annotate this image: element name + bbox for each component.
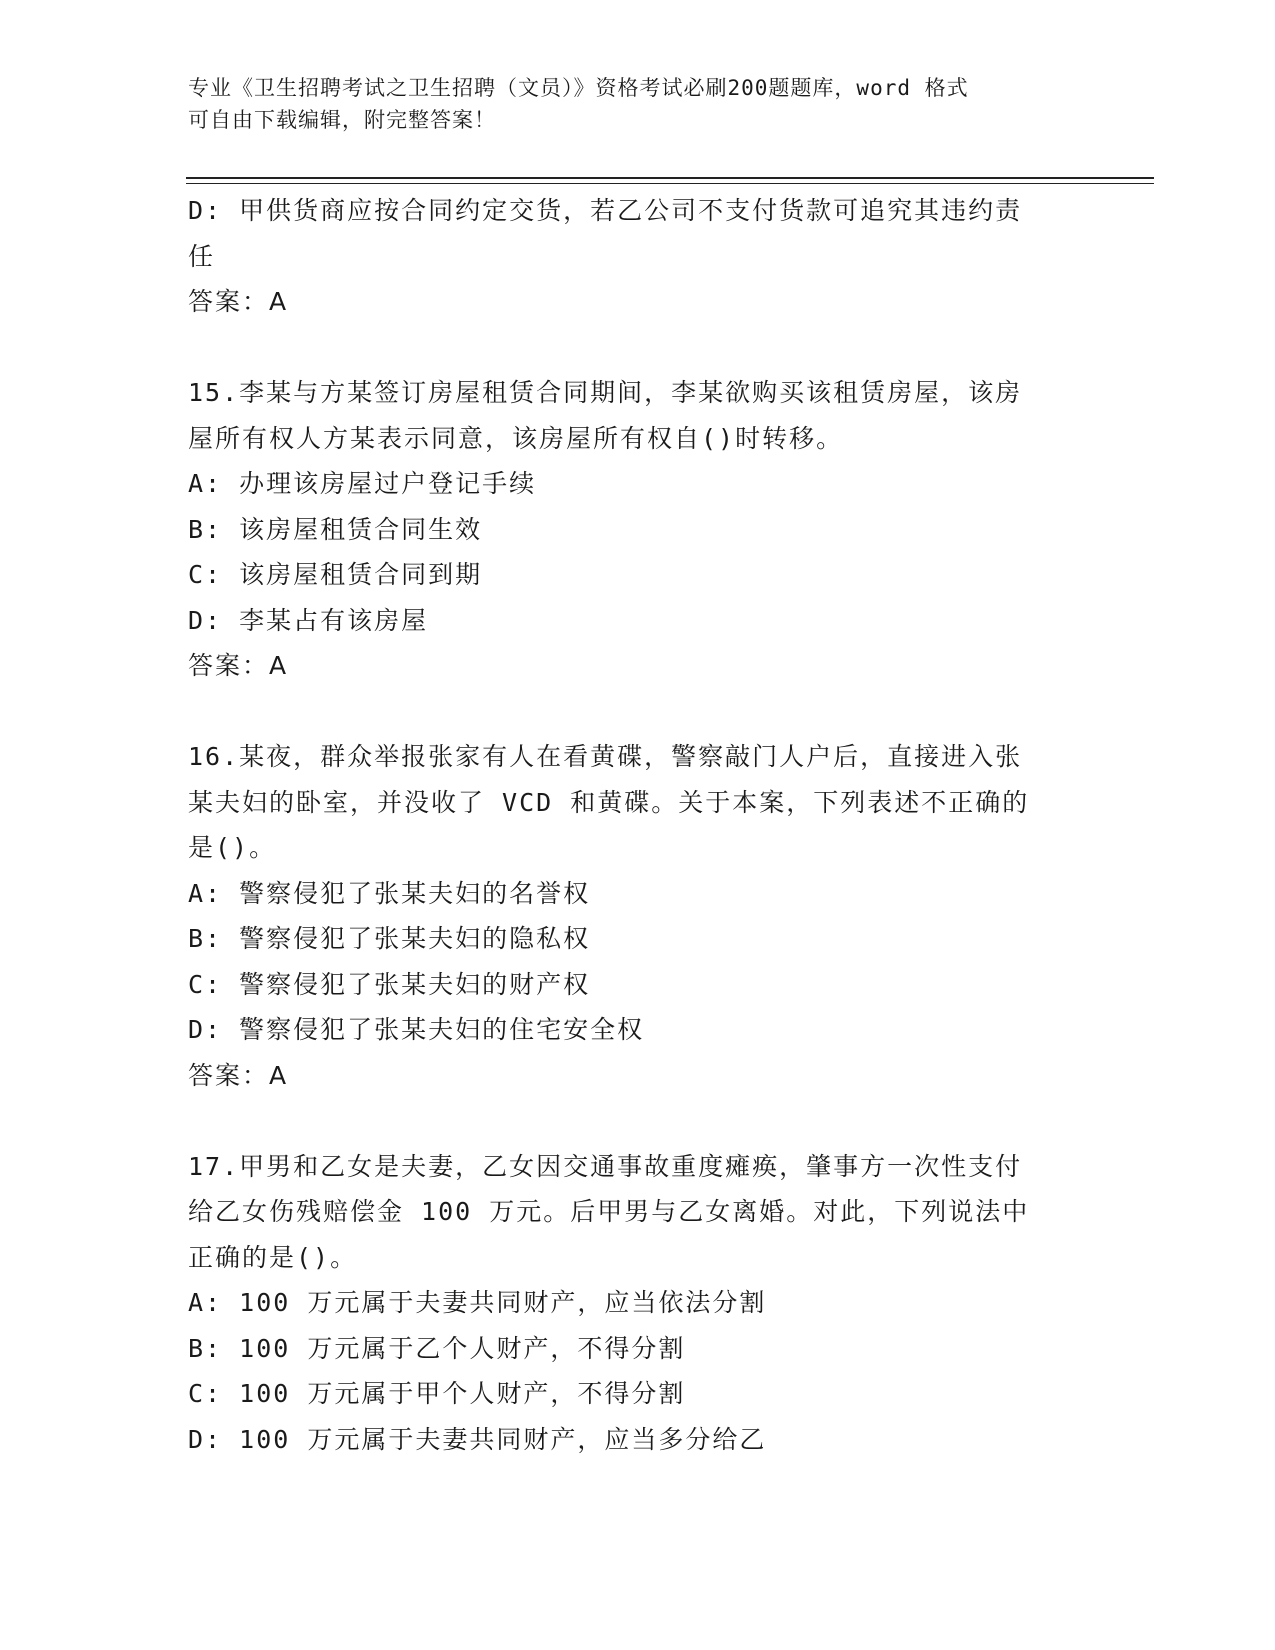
question-stem-continued: 正确的是()。 (188, 1242, 358, 1272)
header-line-2: 可自由下载编辑，附完整答案！ (188, 108, 496, 132)
header-rule-thin (186, 183, 1154, 184)
question-stem: 16.某夜，群众举报张家有人在看黄碟，警察敲门人户后，直接进入张 (188, 742, 1023, 771)
option-d: D: 甲供货商应按合同约定交货，若乙公司不支付货款可追究其违约责 (188, 196, 1023, 225)
option-a: A: 警察侵犯了张某夫妇的名誉权 (188, 878, 591, 908)
answer-line: 答案：A (188, 651, 289, 680)
question-stem: 17.甲男和乙女是夫妻，乙女因交通事故重度瘫痪，肇事方一次性支付 (188, 1151, 1023, 1181)
option-d-continued: 任 (188, 241, 216, 271)
question-stem: 15.李某与方某签订房屋租赁合同期间，李某欲购买该租赁房屋，该房 (188, 378, 1023, 407)
option-a: A: 办理该房屋过户登记手续 (188, 469, 537, 498)
question-17 (188, 1144, 1088, 1463)
question-stem-continued: 屋所有权人方某表示同意，该房屋所有权自()时转移。 (188, 423, 844, 453)
question-stem-continued: 是()。 (188, 833, 277, 862)
answer-line: 答案：A (188, 1060, 289, 1090)
prev-question (188, 188, 1088, 325)
answer-line: 答案：A (188, 287, 289, 316)
option-c: C: 警察侵犯了张某夫妇的财产权 (188, 969, 591, 999)
header-rule-thick (186, 177, 1154, 179)
question-15 (188, 370, 1088, 689)
option-c: C: 100 万元属于甲个人财产，不得分割 (188, 1379, 686, 1408)
option-b: B: 警察侵犯了张某夫妇的隐私权 (188, 924, 591, 953)
option-a: A: 100 万元属于夫妻共同财产，应当依法分割 (188, 1288, 767, 1317)
option-d: D: 100 万元属于夫妻共同财产，应当多分给乙 (188, 1424, 767, 1454)
option-b: B: 100 万元属于乙个人财产，不得分割 (188, 1333, 686, 1363)
option-d: D: 李某占有该房屋 (188, 605, 429, 635)
option-d: D: 警察侵犯了张某夫妇的住宅安全权 (188, 1015, 645, 1044)
question-stem-continued: 某夫妇的卧室，并没收了 VCD 和黄碟。关于本案，下列表述不正确的 (188, 787, 1030, 817)
header-line-1: 专业《卫生招聘考试之卫生招聘（文员）》资格考试必刷200题题库，word 格式 (188, 76, 969, 100)
document-body (188, 188, 1088, 1462)
document-header (188, 72, 1068, 136)
question-16 (188, 734, 1088, 1098)
question-stem-continued: 给乙女伤残赔偿金 100 万元。后甲男与乙女离婚。对此，下列说法中 (188, 1197, 1030, 1226)
option-c: C: 该房屋租赁合同到期 (188, 560, 483, 589)
option-b: B: 该房屋租赁合同生效 (188, 514, 483, 544)
